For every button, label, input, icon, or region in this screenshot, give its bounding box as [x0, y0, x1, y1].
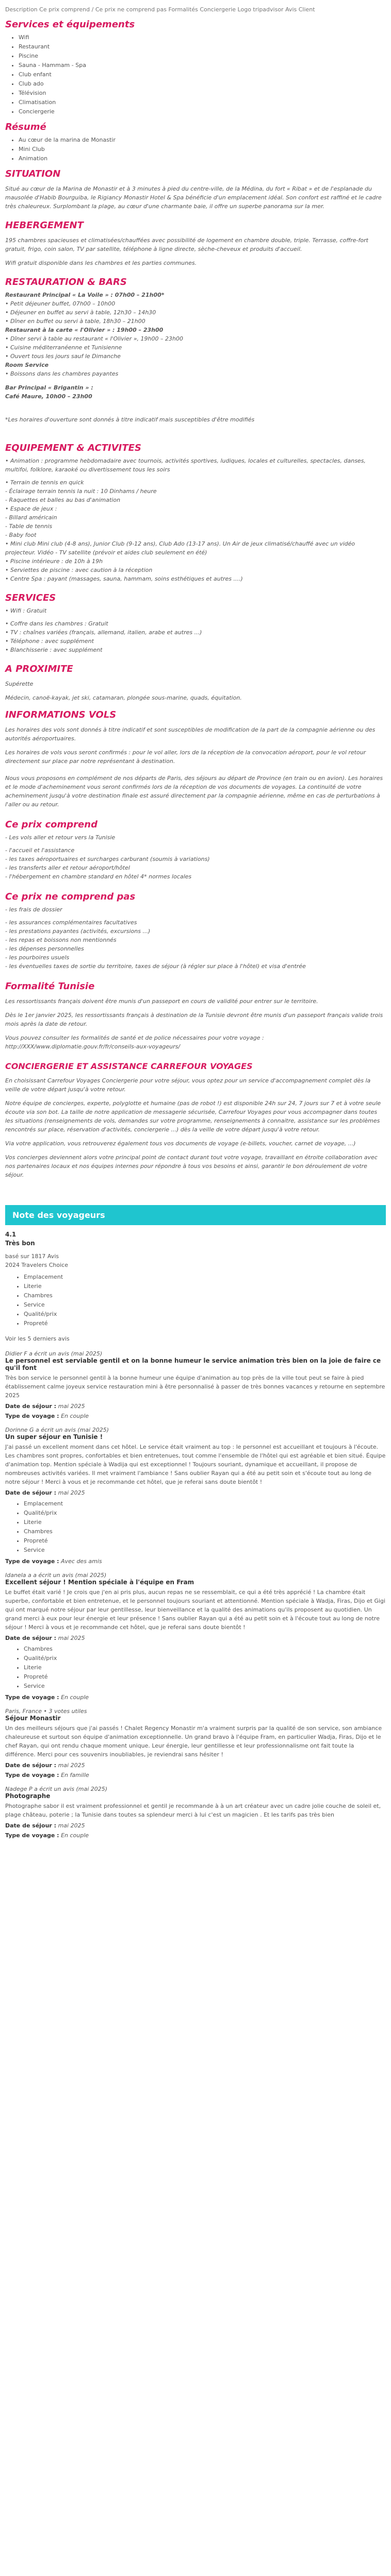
list-item: • Club ado — [19, 79, 391, 89]
resume-list — [9, 135, 391, 163]
list-item: • Literie — [24, 1282, 386, 1291]
type-value: Avec des amis — [61, 1558, 102, 1565]
list-item: • Conciergerie — [19, 107, 391, 116]
services2-line: • Téléphone : avec supplément — [5, 638, 94, 645]
list-item: • Propreté — [24, 1536, 386, 1546]
type-value: En couple — [61, 1413, 89, 1419]
type-value: En famille — [61, 1772, 89, 1778]
date-label: Date de séjour : — [5, 1489, 57, 1496]
review — [5, 1708, 386, 1778]
list-item: • Wifi — [19, 33, 391, 42]
comprend-line: - les transferts aller et retour aéroport/hôtel — [5, 865, 130, 871]
activites-line: - Baby foot — [5, 532, 37, 538]
review-author: Dorinne G a écrit un avis (mai 2025) — [5, 1427, 109, 1433]
list-item: • Service — [24, 1546, 386, 1555]
notes-title: Note des voyageurs — [12, 1210, 105, 1220]
ne-comprend-line: - les dépenses personnelles — [5, 945, 84, 952]
review-date — [5, 1762, 386, 1769]
hebergement-title: HEBERGEMENT — [5, 220, 84, 231]
type-value: En couple — [61, 1694, 89, 1701]
comprend-line: - l'hébergement en chambre standard en hôtel 4* normes locales — [5, 873, 192, 880]
type-label: Type de voyage : — [5, 1772, 59, 1778]
hebergement-wifi: Wifi gratuit disponible dans les chambres et les parties communes. — [5, 260, 197, 266]
review-author: Didier F a écrit un avis (mai 2025) — [5, 1350, 103, 1357]
proximite-line2: Médecin, canoë-kayak, jet ski, catamaran, plongée sous-marine, quads, équitation. — [5, 694, 242, 701]
review-text: J'ai passé un excellent moment dans cet hôtel. Le service était vraiment au top : le personnel est accueillant et toujours à l'écoute. Les chambres sont propres, confortables et bien entretenues, tout comme l'ensemble de l'hôtel qui est agréable et bien situé. Équipe d'animation top. Mention spéciale à Wadija qui est exceptionnel ! Toujours souriant, dynamique et accueillant, il propose de nombreuses activités variées. Il met vraiment l'ambiance ! Sans oublier Rayan qui a été au petit soin et s'écoute tout au long de notre séjour ! Merci à vous et je recommande cet hôtel, que je referai sans doute bientôt ! — [5, 1444, 386, 1485]
review — [5, 1427, 386, 1565]
ne-comprend-block — [5, 905, 386, 971]
review-title: Le personnel est serviable gentil et on la bonne humeur le service animation très bien on la joie de faire ce qu'il font — [5, 1357, 381, 1371]
conciergerie-p2: Notre équipe de concierges, experte, polyglotte et humaine (pas de robot !) est disponible 24h sur 24, 7 jours sur 7 et à votre seule écoute via son bot. La taille de notre application de messagerie sécurisée, Carrefour Voyages pour vous accompagner dans toutes les situations (renseignements de vols, demandes sur votre programme, renseignements à connaitre, assistance sur les problèmes rencontrés sur place, réservation d'activités, conciergerie ...) dès la veille de votre départ jusqu'à votre retour. — [5, 1100, 381, 1133]
restauration-line: Restaurant Principal « La Voile » : 07h00 – 21h00* — [5, 292, 165, 298]
list-item: • Au cœur de la marina de Monastir — [19, 135, 391, 145]
type-label: Type de voyage : — [5, 1694, 59, 1701]
review-type — [5, 1832, 386, 1839]
review-type — [5, 1413, 386, 1419]
review-text: Très bon service le personnel gentil à la bonne humeur une équipe d'animation au top près de la ville tout peut se faire à pied établissement calme joyeux service restauration mini à être personnalisé à passer de très bonnes vacances y retourne en septembre 2025 — [5, 1375, 385, 1399]
review-title: Séjour Monastir — [5, 1715, 61, 1722]
situation-text: Situé au cœur de la Marina de Monastir et à 3 minutes à pied du centre-ville, de la Médina, du fort « Ribat » et de l'esplanade du mausolée d'Habib Bourguiba, le Rigiancy Monastir Hotel & Spa bénéficie d'un emplacement idéal. Son confort est raffiné et le cadre très chaleureux. Surplombant la plage, au cœur d'une charmante baie, il offre un superbe panorama sur la mer. — [5, 185, 382, 210]
services2-line: • Blanchisserie : avec supplément — [5, 647, 103, 653]
services-title: Services et équipements — [5, 19, 135, 30]
page — [0, 5, 391, 2576]
award: 2024 Travelers Choice — [5, 1262, 68, 1268]
list-item: • Mini Club — [19, 145, 391, 154]
activites-line: • Animation : programme hebdomadaire avec tournois, activités sportives, ludiques, locales et culturelles, spectacles, danses, multifoi, folklore, karaoké ou divertissement tous les soirs — [5, 457, 366, 473]
notes-section — [5, 1230, 386, 1839]
proximite-title: A PROXIMITE — [5, 664, 73, 674]
review-title: Excellent séjour ! Mention spéciale à l'équipe en Fram — [5, 1579, 194, 1586]
review-type — [5, 1772, 386, 1778]
proximite-line1: Supérette — [5, 681, 34, 687]
activites-line: - Éclairage terrain tennis la nuit : 10 Dinhams / heure — [5, 488, 157, 495]
situation-title: SITUATION — [5, 168, 61, 179]
activites-line: - Billard américain — [5, 514, 57, 521]
rating-categories — [14, 1273, 386, 1328]
date-label: Date de séjour : — [5, 1762, 57, 1769]
date-label: Date de séjour : — [5, 1822, 57, 1829]
review-title: Photographe — [5, 1792, 51, 1800]
activites-line: • Centre Spa : payant (massages, sauna, hammam, soins esthétiques et autres ....) — [5, 575, 243, 582]
activites-line: • Mini club Mini club (4-8 ans), Junior Club (9-12 ans), Club Ado (13-17 ans). Un Air de jeux climatisé/chauffé avec un vidéo projecteur. Vidéo - TV satellite (prévoir et aides club seulement en été) — [5, 540, 355, 556]
list-item: • Club enfant — [19, 70, 391, 79]
services2-line: • Coffre dans les chambres : Gratuit — [5, 620, 108, 627]
infos-vols-title: INFORMATIONS VOLS — [5, 709, 117, 720]
notes-bar — [5, 1205, 386, 1225]
activites-block — [5, 456, 386, 583]
list-item: • Piscine — [19, 52, 391, 61]
list-item: • Emplacement — [24, 1273, 386, 1282]
list-item: • Chambres — [24, 1291, 386, 1300]
restauration-block — [5, 291, 386, 424]
see-all-reviews[interactable]: Voir les 5 derniers avis — [5, 1335, 70, 1342]
services2-line: • Wifi : Gratuit — [5, 607, 47, 614]
review-date — [5, 1489, 386, 1496]
date-value: mai 2025 — [58, 1489, 85, 1496]
list-item: • Chambres — [24, 1645, 386, 1654]
review-type — [5, 1694, 386, 1701]
comprend-title: Ce prix comprend — [5, 819, 97, 830]
comprend-line: - Les vols aller et retour vers la Tunisie — [5, 834, 116, 841]
formalite-p2: Dès le 1er janvier 2025, les ressortissants français à destination de la Tunisie devront être munis d'un passeport français valide trois mois après la date de retour. — [5, 1012, 383, 1027]
conciergerie-p3: Via votre application, vous retrouverez également tous vos documents de voyage (e-billets, voucher, carnet de voyage, ...) — [5, 1140, 356, 1147]
conciergerie-p4: Vos concierges deviennent alors votre principal point de contact durant tout votre voyage, travaillant en étroite collaboration avec nos partenaires locaux et nos équipes internes pour répondre à tous vos besoins et ainsi, garantir le bon déroulement de votre séjour. — [5, 1154, 378, 1178]
conciergerie-p1: En choisissant Carrefour Voyages Conciergerie pour votre séjour, vous optez pour un service d'accompagnement complet dès la veille de votre départ jusqu'à votre retour. — [5, 1077, 371, 1093]
list-item: • Service — [24, 1300, 386, 1310]
review-author: Nadege P a écrit un avis (mai 2025) — [5, 1786, 108, 1792]
restauration-line: • Ouvert tous les jours sauf le Dimanche — [5, 353, 121, 360]
ne-comprend-line: - les pourboires usuels — [5, 954, 70, 961]
activites-title: EQUIPEMENT & ACTIVITES — [5, 443, 141, 453]
review-author: Idanela a a écrit un avis (mai 2025) — [5, 1572, 107, 1579]
formalite-p3: Vous pouvez consulter les formalités de santé et de police nécessaires pour votre voyage : http://XXX/www.diplomatie.gouv.fr/fr/conseils-aux-voyageurs/ — [5, 1035, 264, 1050]
type-label: Type de voyage : — [5, 1558, 59, 1565]
list-item: • Propreté — [24, 1319, 386, 1328]
list-item: • Qualité/prix — [24, 1654, 386, 1663]
services2-block — [5, 606, 386, 654]
activites-line: • Espace de jeux : — [5, 505, 57, 512]
list-item: • Qualité/prix — [24, 1509, 386, 1518]
date-value: mai 2025 — [58, 1635, 85, 1641]
activites-line: - Raquettes et balles au bas d'animation — [5, 497, 121, 503]
infos-vols-p2: Les horaires de vols vous seront confirmés : pour le vol aller, lors de la réception de la convocation aéroport, pour le vol retour directement sur place par notre représentant à destination. — [5, 749, 366, 765]
services-list — [9, 33, 391, 116]
ne-comprend-line: - les frais de dossier — [5, 906, 62, 913]
type-value: En couple — [61, 1832, 89, 1839]
rating-categories — [14, 1499, 386, 1555]
review-text: Un des meilleurs séjours que j'ai passés ! Chalet Regency Monastir m'a vraiment surpris par la qualité de son service, son ambiance chaleureuse et surtout son équipe d'animation exceptionnelle. Un grand bravo à l'équipe Fram, en particulier Wadja, Firas, Dijo et le chef Rayan, qui ont rendu chaque moment unique. Leur énergie, leur gentillesse et leur professionnalisme ont fait toute la différence. Merci pour ces souvenirs inoubliables, je reviendrai sans hésiter ! — [5, 1725, 382, 1758]
review-author: Paris, France • 3 votes utiles — [5, 1708, 87, 1715]
list-item: • Literie — [24, 1663, 386, 1672]
activites-line: • Terrain de tennis en quick — [5, 479, 84, 486]
infos-vols-p3: Nous vous proposons en complément de nos départs de Paris, des séjours au départ de Province (en train ou en avion). Les horaires et le mode d'acheminement vous seront confirmés lors de la réception de vos documents de voyages. La continuité de votre acheminement jusqu'à votre destination finale est assuré directement par la compagnie aérienne, même en cas de perturbations à l'aller ou au retour. — [5, 775, 383, 808]
type-label: Type de voyage : — [5, 1413, 59, 1419]
restauration-line: • Dîner servi à table au restaurant « l'Olivier », 19h00 – 23h00 — [5, 335, 183, 342]
score-value: 4.1 — [5, 1231, 17, 1238]
ne-comprend-line: - les prestations payantes (activités, excursions ...) — [5, 928, 151, 935]
restauration-line: • Cuisine méditerranéenne et Tunisienne — [5, 344, 122, 351]
ne-comprend-line: - les assurances complémentaires facultatives — [5, 919, 137, 926]
review-title: Un super séjour en Tunisie ! — [5, 1433, 103, 1440]
comprend-line: - les taxes aéroportuaires et surcharges carburant (soumis à variations) — [5, 856, 210, 862]
list-item: • Emplacement — [24, 1499, 386, 1509]
restauration-line: Bar Principal « Brigantin » : — [5, 384, 93, 391]
ne-comprend-line: - les repas et boissons non mentionnés — [5, 937, 117, 943]
comprend-line: - l'accueil et l'assistance — [5, 847, 75, 854]
review — [5, 1572, 386, 1701]
review-date — [5, 1635, 386, 1641]
list-item: • Qualité/prix — [24, 1310, 386, 1319]
review — [5, 1350, 386, 1419]
services2-line: • TV : chaînes variées (français, allemand, italien, arabe et autres ...) — [5, 629, 202, 636]
infos-vols-p1: Les horaires des vols sont donnés à titre indicatif et sont susceptibles de modification de la part de la compagnie aérienne ou des autorités aéroportuaires. — [5, 726, 376, 742]
hebergement-text: 195 chambres spacieuses et climatisées/chauffées avec possibilité de logement en chambre double, triple. Terrasse, coffre-fort gratuit, frigo, coin salon, TV par satellite, téléphone à ligne directe, sèche-cheveux et produits d'accueil. — [5, 237, 368, 252]
list-item: • Télévision — [19, 89, 391, 98]
review-text: Le buffet était varié ! Je crois que j'en ai pris plus, aucun repas ne se ressemblait, ce qui a été très apprécié ! La chambre était superbe, confortable et bien entretenue, et le personnel toujours souriant et attentionné. Mention spéciale à Wadja, Firas, Dijo et Gigi qui ont marqué notre séjour par leur gentillesse, leur bienveillance et la qualité des animations qu'ils proposent au quotidien. Un grand merci à eux pour leur énergie et leur présence ! Sans oublier Rayan qui a été au petit soin et à l'écoute tout au long de notre séjour ! Merci à vous et je recommande cet hôtel, que je referai sans doute bientôt ! — [5, 1589, 386, 1631]
ne-comprend-title: Ce prix ne comprend pas — [5, 891, 136, 902]
review-date — [5, 1403, 386, 1410]
restauration-line: Restaurant à la carte « l'Olivier » : 19h00 – 23h00 — [5, 327, 164, 333]
list-item: • Restaurant — [19, 42, 391, 52]
description-line: Description Ce prix comprend / Ce prix ne comprend pas Formalités Conciergerie Logo tripadvisor Avis Client — [5, 6, 315, 13]
restauration-line: Room Service — [5, 362, 49, 368]
list-item: • Sauna - Hammam - Spa — [19, 61, 391, 70]
services2-title: SERVICES — [5, 592, 56, 603]
date-value: mai 2025 — [58, 1822, 85, 1829]
review-text: Photographe sabor il est vraiment professionnel et gentil je recommande à à un art créateur avec un cadre jolie couche de soleil et, plage château, poterie ; la Tunisie dans toutes sa splendeur merci à lui c'est un magicien . Et les tarifs pas très bien — [5, 1803, 381, 1818]
restauration-line: • Petit déjeuner buffet, 07h00 – 10h00 — [5, 300, 116, 307]
formalite-p1: Les ressortissants français doivent être munis d'un passeport en cours de validité pour entrer sur le territoire. — [5, 998, 318, 1005]
list-item: • Climatisation — [19, 98, 391, 107]
list-item: • Service — [24, 1682, 386, 1691]
restauration-title: RESTAURATION & BARS — [5, 277, 127, 287]
review-type — [5, 1558, 386, 1565]
formalite-title: Formalité Tunisie — [5, 981, 95, 992]
restauration-line: • Déjeuner en buffet au servi à table, 12h30 – 14h30 — [5, 309, 156, 316]
review-date — [5, 1822, 386, 1829]
restauration-line: • Dîner en buffet ou servi à table, 18h30 – 21h00 — [5, 318, 145, 325]
date-label: Date de séjour : — [5, 1403, 57, 1410]
review — [5, 1786, 386, 1839]
resume-title: Résumé — [5, 122, 46, 132]
score-label: Très bon — [5, 1240, 35, 1247]
type-label: Type de voyage : — [5, 1832, 59, 1839]
list-item: • Literie — [24, 1518, 386, 1527]
activites-line: • Serviettes de piscine : avec caution à la réception — [5, 567, 153, 573]
date-value: mai 2025 — [58, 1762, 85, 1769]
activites-line: - Table de tennis — [5, 523, 53, 530]
restauration-line: *Les horaires d'ouverture sont donnés à titre indicatif mais susceptibles d'être modifiés — [5, 416, 255, 423]
list-item: • Chambres — [24, 1527, 386, 1536]
restauration-line: • Boissons dans les chambres payantes — [5, 370, 119, 377]
list-item: • Animation — [19, 154, 391, 163]
date-label: Date de séjour : — [5, 1635, 57, 1641]
list-item: • Propreté — [24, 1672, 386, 1682]
ne-comprend-line: - les éventuelles taxes de sortie du territoire, taxes de séjour (à régler sur place à l'hôtel) et visa d'entrée — [5, 963, 306, 970]
restauration-line: Café Maure, 10h00 – 23h00 — [5, 393, 92, 400]
based-on: basé sur 1817 Avis — [5, 1253, 59, 1260]
conciergerie-title: CONCIERGERIE ET ASSISTANCE CARREFOUR VOYAGES — [5, 1061, 253, 1071]
date-value: mai 2025 — [58, 1403, 85, 1410]
activites-line: • Piscine intérieure : de 10h à 19h — [5, 558, 103, 565]
comprend-block — [5, 833, 386, 881]
rating-categories — [14, 1645, 386, 1691]
